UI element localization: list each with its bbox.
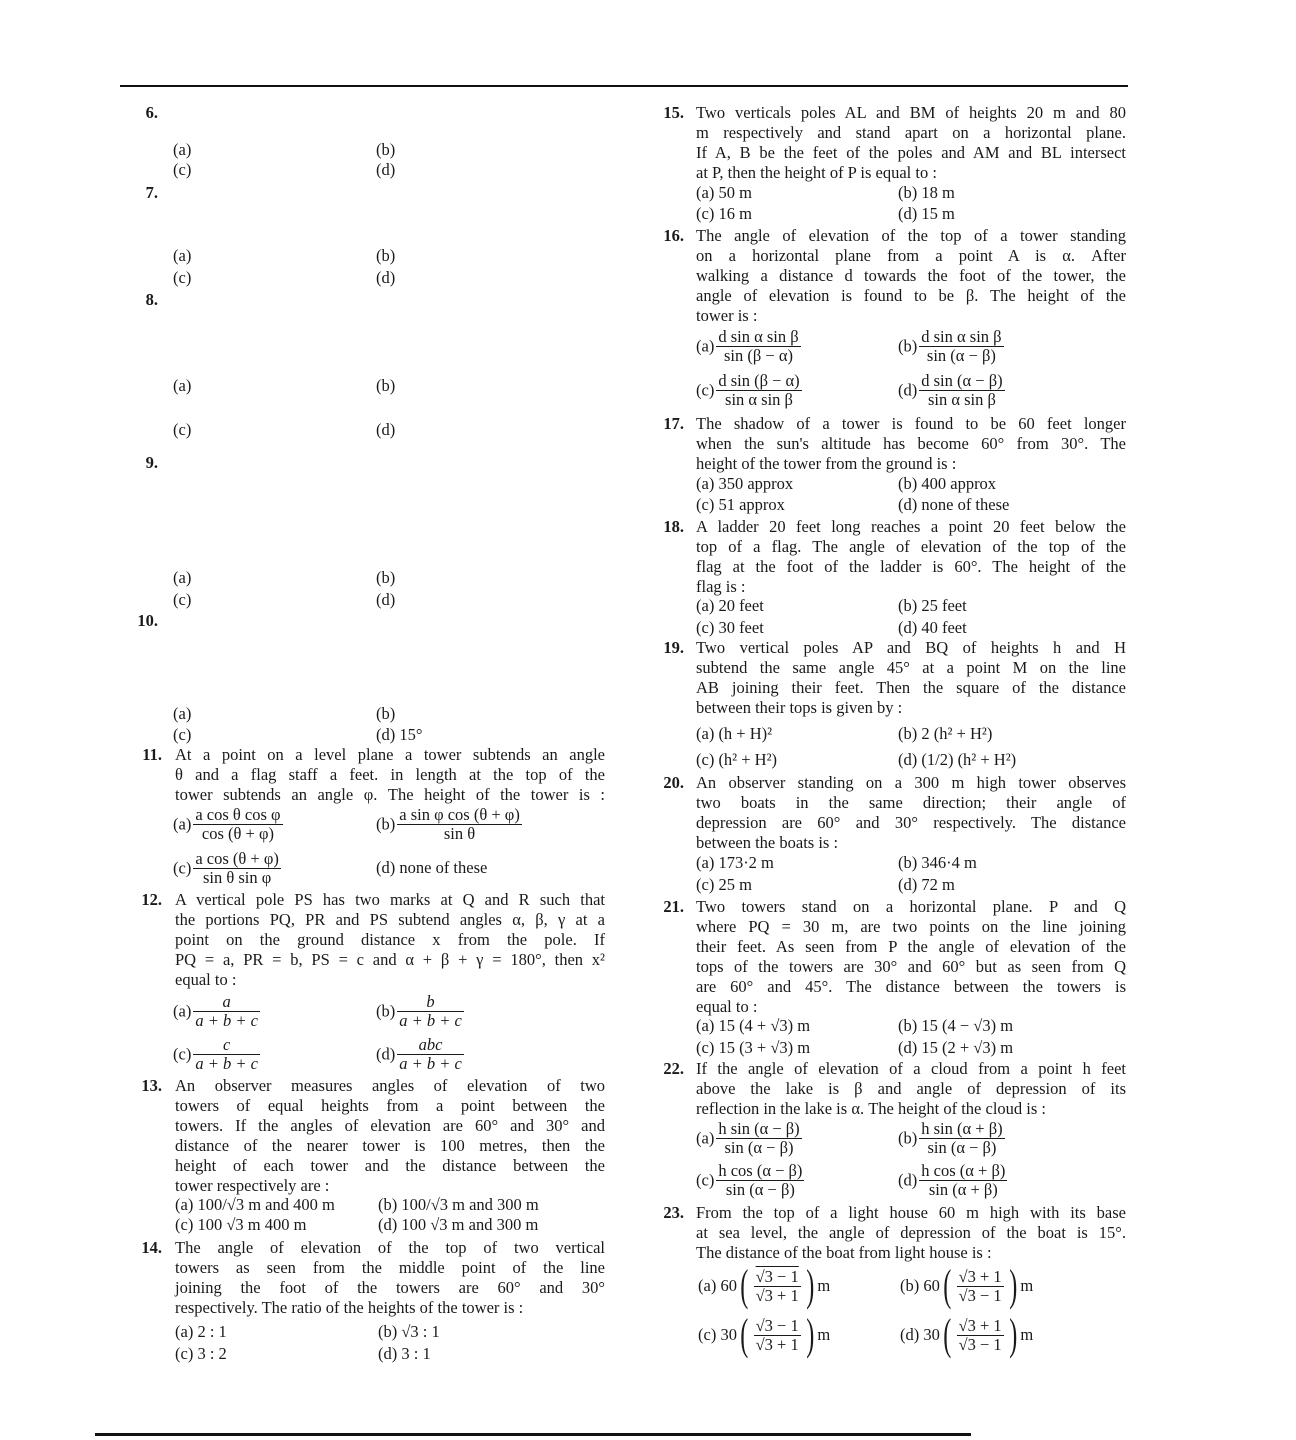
question-number: 17. bbox=[663, 414, 684, 433]
option-b: (b) bbox=[376, 140, 396, 159]
question-text: An observer standing on a 300 m high tower observes two boats in the same direction; their angle of depression are 60° and 30° respectively. The distance between the boats is : bbox=[696, 773, 1126, 852]
option-d: (d) bbox=[376, 420, 396, 439]
question-number: 23. bbox=[663, 1203, 684, 1222]
question-number: 8. bbox=[145, 290, 158, 309]
question-text: A ladder 20 feet long reaches a point 20 feet below the top of a flag. The angle of elevation of the top of the flag at the foot of the ladder is 60°. The height of the flag is : bbox=[696, 517, 1126, 596]
option-d: (d) 15 (2 + √3) m bbox=[898, 1038, 1014, 1057]
question-text: From the top of a light house 60 m high with its base at sea level, the angle of depression of the boat is 15°. The distance of the boat from light house is : bbox=[696, 1203, 1126, 1262]
option-b: (b) $\frac{\text{a sin φ cos (θ + φ)}}{\text{sin θ}}$ bbox=[376, 805, 520, 843]
option-a: (a) bbox=[173, 568, 192, 587]
question-text: Two verticals poles AL and BM of heights 20 m and 80 m respectively and stand apart on a horizontal plane. If A, B be the feet of the poles and AM and BL intersect at P, then the height of P is equal to : bbox=[696, 103, 1126, 182]
option-c: (c) $\frac{\text{a cos (θ + φ)}}{\text{sin θ sin φ}}$ bbox=[173, 849, 279, 887]
option-a: (a) bbox=[173, 376, 192, 395]
option-d: (d) $\frac{\text{d sin (α − β)}}{\text{sin α sin β}}$ bbox=[898, 371, 1003, 409]
option-d: (d) none of these bbox=[898, 495, 1010, 514]
option-c: (c) (h² + H²) bbox=[696, 750, 778, 769]
option-a: (a) bbox=[173, 246, 192, 265]
option-c: (c) bbox=[173, 725, 192, 744]
question-text: The shadow of a tower is found to be 60 feet longer when the sun's altitude has become 60° from 30°. The height of the tower from the ground is : bbox=[696, 414, 1126, 473]
bottom-rule bbox=[95, 1433, 971, 1436]
option-c: (c) bbox=[173, 268, 192, 287]
question-text: The angle of elevation of the top of a tower standing on a horizontal plane from a point A is α. After walking a distance d towards the foot of the tower, the angle of elevation is found to be β. The height of the tower is : bbox=[696, 226, 1126, 325]
question-number: 22. bbox=[663, 1059, 684, 1078]
option-b: (b) 60 ( $\frac{√3 + 1}{√3 - 1}$ ) m bbox=[900, 1261, 1034, 1310]
question-number: 16. bbox=[663, 226, 684, 245]
option-a: (a) $\frac{\text{d sin α sin β}}{\sin (\beta - \alpha)}$ bbox=[696, 327, 799, 365]
option-a: (a) bbox=[173, 140, 192, 159]
question-text: If the angle of elevation of a cloud from a point h feet above the lake is β and angle of depression of its reflection in the lake is α. The height of the cloud is : bbox=[696, 1059, 1126, 1118]
question-number: 13. bbox=[141, 1076, 162, 1095]
option-c: (c) 30 ( $\frac{√3 - 1}{√3 + 1}$ ) m bbox=[698, 1310, 831, 1359]
question-number: 10. bbox=[137, 611, 158, 630]
question-text: At a point on a level plane a tower subtends an angle θ and a flag staff a feet. in length at the top of the tower subtends an angle φ. The height of the tower is : bbox=[175, 745, 605, 804]
option-b: (b) 18 m bbox=[898, 183, 955, 202]
option-c: (c) 100 √3 m 400 m bbox=[175, 1215, 307, 1234]
question-text: Two vertical poles AP and BQ of heights h and H subtend the same angle 45° at a point M on the line AB joining their feet. Then the square of the distance between their tops is given by : bbox=[696, 638, 1126, 717]
option-d: (d) bbox=[376, 590, 396, 609]
option-c: (c) bbox=[173, 590, 192, 609]
option-b: (b) bbox=[376, 376, 396, 395]
option-d: (d) 3 : 1 bbox=[378, 1344, 431, 1363]
option-c: (c) $\frac{\text{h cos (α − β)}}{\sin (\alpha - \beta)}$ bbox=[696, 1161, 803, 1199]
option-a: (a) 2 : 1 bbox=[175, 1322, 227, 1341]
question-text: An observer measures angles of elevation of two towers of equal heights from a point between the towers. If the angles of elevation are 60° and 30° and distance of the nearer tower is 100 metres, then the height of each tower and the distance between the tower respectively are : bbox=[175, 1076, 605, 1195]
option-a: (a) 173·2 m bbox=[696, 853, 774, 872]
question-text: A vertical pole PS has two marks at Q and R such that the portions PQ, PR and PS subtend angles α, β, γ at a point on the ground distance x from the pole. If PQ = a, PR = b, PS = c and α + β + γ = 180°, then x² equal to : bbox=[175, 890, 605, 989]
question-number: 7. bbox=[145, 183, 158, 202]
top-rule bbox=[120, 85, 1128, 87]
question-number: 6. bbox=[145, 103, 158, 122]
option-d: (d) 15° bbox=[376, 725, 423, 744]
option-b: (b) √3 : 1 bbox=[378, 1322, 440, 1341]
option-c: (c) 30 feet bbox=[696, 618, 764, 637]
question-text: Two towers stand on a horizontal plane. P and Q where PQ = 30 m, are two points on the line joining their feet. As seen from P the angle of elevation of the tops of the towers are 30° and 60° but as seen from Q are 60° and 45°. The distance between the towers is equal to : bbox=[696, 897, 1126, 1016]
question-number: 20. bbox=[663, 773, 684, 792]
option-a: (a) $\frac{\text{a cos θ cos φ}}{\cos (\theta + \varphi)}$ bbox=[173, 805, 281, 843]
option-c: (c) bbox=[173, 160, 192, 179]
option-d: (d) $\frac{\text{abc}}{a + b + c}$ bbox=[376, 1035, 462, 1073]
option-b: (b) $\frac{b}{a + b + c}$ bbox=[376, 992, 462, 1030]
option-a: (a) $\frac{\text{h sin (α − β)}}{\sin (\alpha - \beta)}$ bbox=[696, 1119, 800, 1157]
option-d: (d) 30 ( $\frac{√3 + 1}{√3 - 1}$ ) m bbox=[900, 1310, 1034, 1359]
question-number: 15. bbox=[663, 103, 684, 122]
option-c: (c) 15 (3 + √3) m bbox=[696, 1038, 811, 1057]
option-b: (b) $\frac{\text{h sin (α + β)}}{\sin (\alpha - \beta)}$ bbox=[898, 1119, 1003, 1157]
option-a: (a) 50 m bbox=[696, 183, 752, 202]
option-d: (d) none of these bbox=[376, 858, 488, 877]
option-c: (c) 3 : 2 bbox=[175, 1344, 227, 1363]
option-d: (d) 40 feet bbox=[898, 618, 967, 637]
option-c: (c) bbox=[173, 420, 192, 439]
option-d: (d) $\frac{\text{h cos (α + β)}}{\sin (\alpha + \beta)}$ bbox=[898, 1161, 1006, 1199]
question-number: 11. bbox=[142, 745, 162, 764]
option-b: (b) $\frac{\text{d sin α sin β}}{\sin (\alpha - \beta)}$ bbox=[898, 327, 1002, 365]
option-a: (a) 20 feet bbox=[696, 596, 764, 615]
question-number: 21. bbox=[663, 897, 684, 916]
question-number: 18. bbox=[663, 517, 684, 536]
option-b: (b) bbox=[376, 246, 396, 265]
option-b: (b) 25 feet bbox=[898, 596, 967, 615]
option-b: (b) 100/√3 m and 300 m bbox=[378, 1195, 539, 1214]
option-b: (b) 400 approx bbox=[898, 474, 997, 493]
option-c: (c) 25 m bbox=[696, 875, 752, 894]
option-c: (c) $\frac{\text{d sin (β − α)}}{\text{sin α sin β}}$ bbox=[696, 371, 800, 409]
option-a: (a) (h + H)² bbox=[696, 724, 773, 743]
option-c: (c) 16 m bbox=[696, 204, 752, 223]
question-number: 9. bbox=[145, 453, 158, 472]
option-b: (b) bbox=[376, 704, 396, 723]
option-a: (a) 15 (4 + √3) m bbox=[696, 1016, 811, 1035]
question-number: 12. bbox=[141, 890, 162, 909]
option-b: (b) 346·4 m bbox=[898, 853, 977, 872]
option-a: (a) $\frac{a}{a + b + c}$ bbox=[173, 992, 258, 1030]
option-d: (d) (1/2) (h² + H²) bbox=[898, 750, 1017, 769]
option-a: (a) 60 ( $\frac{√3 - 1}{√3 + 1}$ ) m bbox=[698, 1261, 831, 1310]
option-c: (c) 51 approx bbox=[696, 495, 785, 514]
question-text: The angle of elevation of the top of two vertical towers as seen from the middle point of the line joining the foot of the towers are 60° and 30° respectively. The ratio of the heights of the tower is : bbox=[175, 1238, 605, 1317]
option-d: (d) 100 √3 m and 300 m bbox=[378, 1215, 539, 1234]
option-d: (d) bbox=[376, 268, 396, 287]
question-number: 19. bbox=[663, 638, 684, 657]
option-d: (d) bbox=[376, 160, 396, 179]
option-b: (b) 15 (4 − √3) m bbox=[898, 1016, 1014, 1035]
option-d: (d) 15 m bbox=[898, 204, 955, 223]
option-b: (b) 2 (h² + H²) bbox=[898, 724, 993, 743]
option-a: (a) 100/√3 m and 400 m bbox=[175, 1195, 335, 1214]
option-a: (a) bbox=[173, 704, 192, 723]
option-a: (a) 350 approx bbox=[696, 474, 794, 493]
option-b: (b) bbox=[376, 568, 396, 587]
question-number: 14. bbox=[141, 1238, 162, 1257]
option-c: (c) $\frac{c}{a + b + c}$ bbox=[173, 1035, 258, 1073]
option-d: (d) 72 m bbox=[898, 875, 955, 894]
